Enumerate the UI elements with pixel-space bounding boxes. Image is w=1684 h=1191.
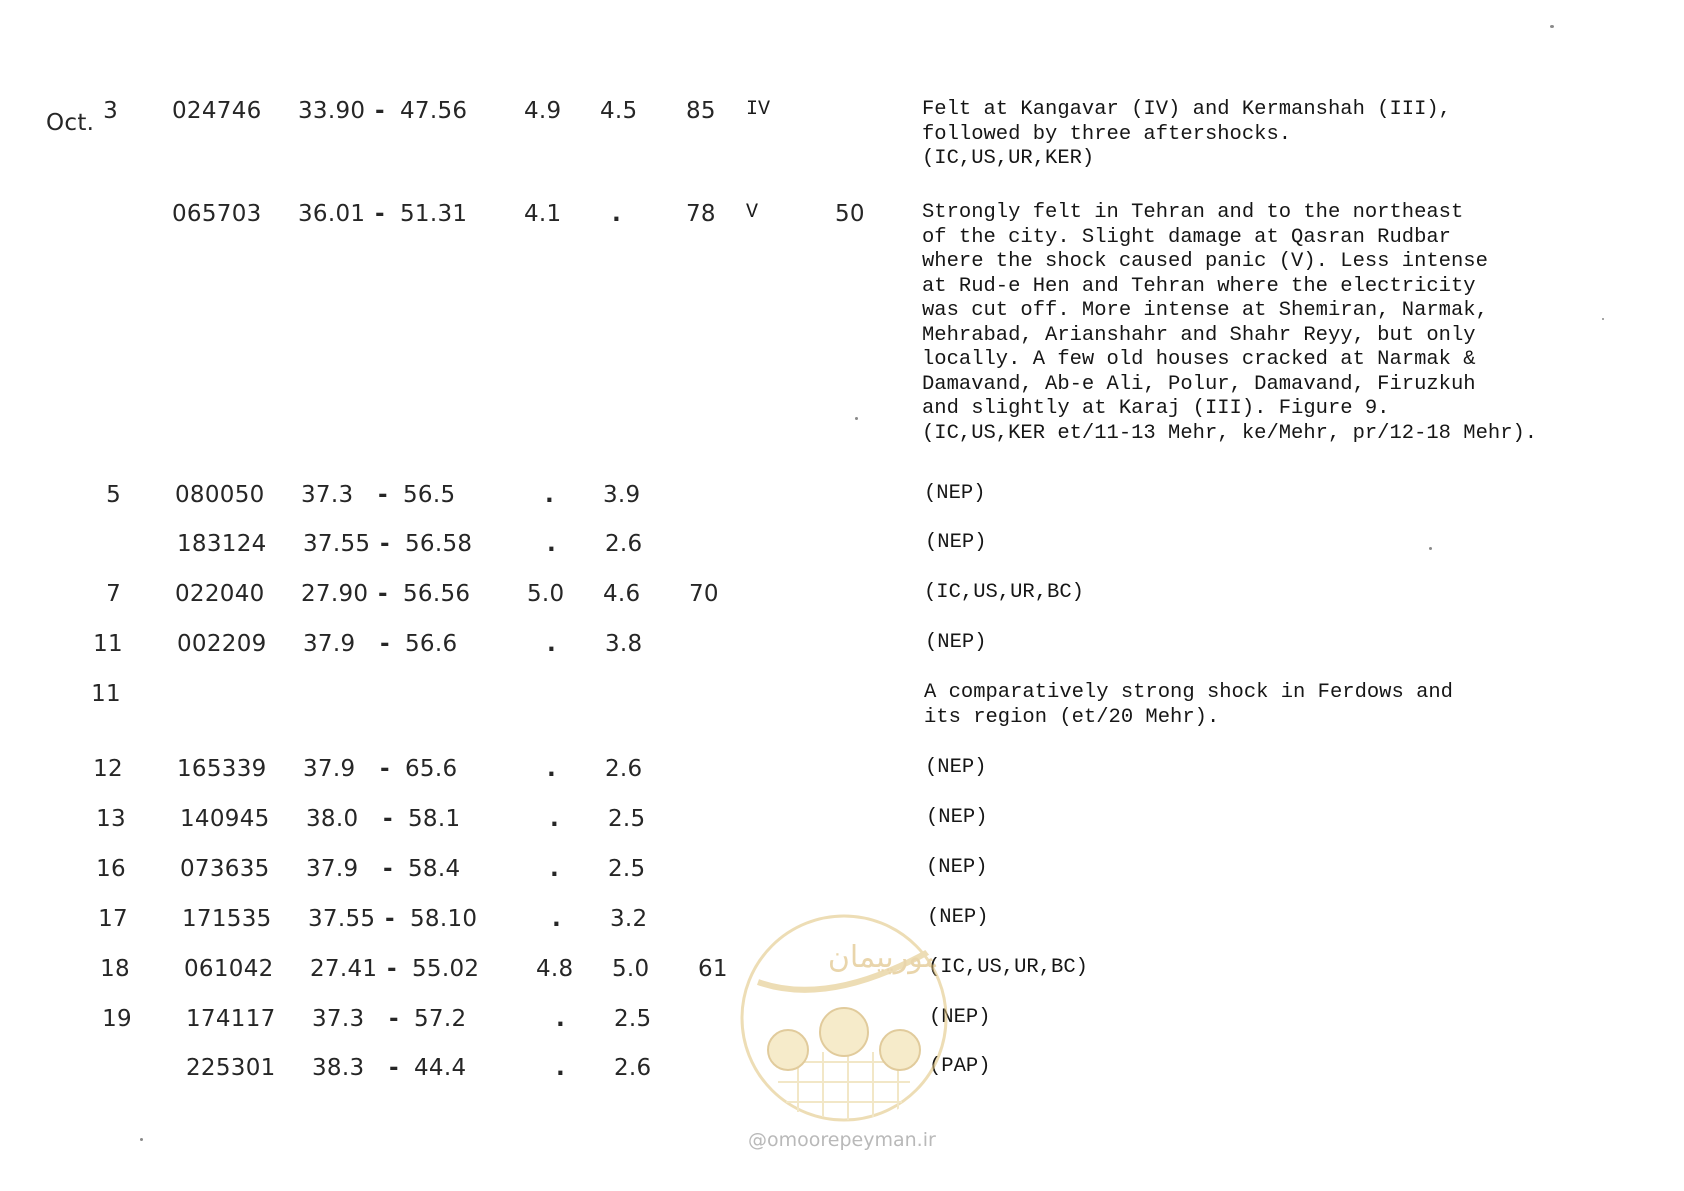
origin-time-cell: 225301 <box>186 1055 276 1081</box>
longitude-cell: 56.6 <box>405 631 458 657</box>
mb-magnitude-cell: 4.8 <box>536 956 574 982</box>
longitude-cell: 58.4 <box>408 856 461 882</box>
origin-time-cell: 024746 <box>172 98 262 124</box>
scan-speck <box>855 417 858 420</box>
remarks-line: (IC,US,UR,BC) <box>928 956 1088 979</box>
mb-magnitude-cell: . <box>545 482 555 508</box>
coordinate-separator: - <box>378 581 388 607</box>
coordinate-separator: - <box>380 756 390 782</box>
mb-magnitude-cell: . <box>550 856 560 882</box>
day-cell: 5 <box>106 482 121 508</box>
remarks-cell <box>924 482 986 507</box>
remarks-line: and slightly at Karaj (III). Figure 9. <box>922 397 1390 420</box>
remarks-cell <box>925 631 987 656</box>
ms-magnitude-cell: 5.0 <box>612 956 650 982</box>
longitude-cell: 58.1 <box>408 806 461 832</box>
ms-magnitude-cell: 2.6 <box>614 1055 652 1081</box>
mb-magnitude-cell: . <box>547 631 557 657</box>
origin-time-cell: 140945 <box>180 806 270 832</box>
depth-cell: 61 <box>698 956 728 982</box>
scan-speck <box>140 1138 143 1141</box>
latitude-cell: 37.9 <box>303 756 356 782</box>
longitude-cell: 44.4 <box>414 1055 467 1081</box>
origin-time-cell: 061042 <box>184 956 274 982</box>
scan-speck <box>1602 318 1604 320</box>
remarks-line: (IC,US,UR,BC) <box>924 581 1084 604</box>
remarks-line: (NEP) <box>924 482 986 505</box>
coordinate-separator: - <box>387 956 397 982</box>
longitude-cell: 56.58 <box>405 531 473 557</box>
mb-magnitude-cell: 4.9 <box>524 98 562 124</box>
ms-magnitude-cell: . <box>612 201 622 227</box>
ms-magnitude-cell: 2.5 <box>608 806 646 832</box>
coordinate-separator: - <box>389 1006 399 1032</box>
latitude-cell: 37.3 <box>301 482 354 508</box>
remarks-line: (NEP) <box>926 806 988 829</box>
ms-magnitude-cell: 3.8 <box>605 631 643 657</box>
ms-magnitude-cell: 4.6 <box>603 581 641 607</box>
origin-time-cell: 022040 <box>175 581 265 607</box>
remarks-line: at Rud-e Hen and Tehran where the electricity <box>922 274 1476 298</box>
month-label: Oct. <box>46 110 95 136</box>
watermark-site-text: @omoorepeyman.ir <box>748 1129 936 1151</box>
ms-magnitude-cell: 2.5 <box>614 1006 652 1032</box>
coordinate-separator: - <box>383 806 393 832</box>
remarks-line: Damavand, Ab-e Ali, Polur, Damavand, Firuzkuh <box>922 372 1476 396</box>
remarks-line: (NEP) <box>925 756 987 779</box>
coordinate-separator: - <box>375 98 385 124</box>
latitude-cell: 37.9 <box>303 631 356 657</box>
remarks-line: Strongly felt in Tehran and to the northeast <box>922 201 1464 224</box>
coordinate-separator: - <box>380 531 390 557</box>
origin-time-cell: 065703 <box>172 201 262 227</box>
ms-magnitude-cell: 4.5 <box>600 98 638 124</box>
remarks-line: where the shock caused panic (V). Less intense <box>922 250 1488 273</box>
mb-magnitude-cell: . <box>552 906 562 932</box>
remarks-line: (IC,US,KER et/11-13 Mehr, ke/Mehr, pr/12-18 Mehr). <box>922 421 1538 445</box>
ms-magnitude-cell: 3.2 <box>610 906 648 932</box>
longitude-cell: 47.56 <box>400 98 468 124</box>
origin-time-cell: 165339 <box>177 756 267 782</box>
coordinate-separator: - <box>385 906 395 932</box>
mb-magnitude-cell: . <box>556 1055 566 1081</box>
ms-magnitude-cell: 2.5 <box>608 856 646 882</box>
scan-speck <box>1550 25 1554 28</box>
remarks-cell <box>922 98 1451 172</box>
intensity-cell: IV <box>746 98 771 121</box>
remarks-line: (NEP) <box>926 856 988 879</box>
remarks-cell <box>928 956 1088 981</box>
remarks-cell <box>925 756 987 781</box>
day-cell: 11 <box>91 681 121 707</box>
origin-time-cell: 183124 <box>177 531 267 557</box>
depth-cell: 70 <box>689 581 719 607</box>
origin-time-cell: 073635 <box>180 856 270 882</box>
origin-time-cell: 174117 <box>186 1006 276 1032</box>
remarks-line: (PAP) <box>929 1055 991 1078</box>
remarks-line: locally. A few old houses cracked at Narmak & <box>922 348 1476 371</box>
intensity-cell: V <box>746 201 759 224</box>
origin-time-cell: 080050 <box>175 482 265 508</box>
coordinate-separator: - <box>380 631 390 657</box>
depth-cell: 85 <box>686 98 716 124</box>
coordinate-separator: - <box>375 201 385 227</box>
remarks-cell <box>927 906 989 931</box>
ms-magnitude-cell: 2.6 <box>605 756 643 782</box>
latitude-cell: 36.01 <box>298 201 366 227</box>
latitude-cell: 37.55 <box>308 906 376 932</box>
latitude-cell: 37.9 <box>306 856 359 882</box>
coordinate-separator: - <box>389 1055 399 1081</box>
longitude-cell: 56.5 <box>403 482 456 508</box>
mb-magnitude-cell: . <box>547 756 557 782</box>
mb-magnitude-cell: 4.1 <box>524 201 562 227</box>
depth-cell: 78 <box>686 201 716 227</box>
remarks-cell <box>926 856 988 881</box>
coordinate-separator: - <box>378 482 388 508</box>
remarks-line: (NEP) <box>927 906 989 929</box>
longitude-cell: 55.02 <box>412 956 480 982</box>
remarks-line: (NEP) <box>929 1006 991 1029</box>
day-cell: 18 <box>100 956 130 982</box>
remarks-cell <box>924 681 1453 730</box>
longitude-cell: 51.31 <box>400 201 468 227</box>
day-cell: 13 <box>96 806 126 832</box>
latitude-cell: 27.41 <box>310 956 378 982</box>
mb-magnitude-cell: . <box>556 1006 566 1032</box>
remarks-line: A comparatively strong shock in Ferdows and <box>924 681 1453 704</box>
day-cell: 11 <box>93 631 123 657</box>
remarks-line: (NEP) <box>925 531 987 554</box>
day-cell: 17 <box>98 906 128 932</box>
mb-magnitude-cell: . <box>547 531 557 557</box>
remarks-cell <box>925 531 987 556</box>
latitude-cell: 37.3 <box>312 1006 365 1032</box>
day-cell: 12 <box>93 756 123 782</box>
day-cell: 3 <box>103 98 118 124</box>
watermark-logo <box>738 912 950 1124</box>
remarks-cell <box>922 201 1537 446</box>
remarks-line: Mehrabad, Arianshahr and Shahr Reyy, but only <box>922 323 1476 347</box>
latitude-cell: 33.90 <box>298 98 366 124</box>
longitude-cell: 58.10 <box>410 906 478 932</box>
latitude-cell: 27.90 <box>301 581 369 607</box>
ms-magnitude-cell: 3.9 <box>603 482 641 508</box>
ms-magnitude-cell: 2.6 <box>605 531 643 557</box>
scan-speck <box>1429 547 1432 550</box>
remarks-line: its region (et/20 Mehr). <box>924 705 1220 729</box>
latitude-cell: 38.3 <box>312 1055 365 1081</box>
remarks-line: Felt at Kangavar (IV) and Kermanshah (III), <box>922 98 1451 121</box>
latitude-cell: 38.0 <box>306 806 359 832</box>
mb-magnitude-cell: 5.0 <box>527 581 565 607</box>
remarks-cell <box>926 806 988 831</box>
origin-time-cell: 171535 <box>182 906 272 932</box>
longitude-cell: 56.56 <box>403 581 471 607</box>
coordinate-separator: - <box>383 856 393 882</box>
day-cell: 19 <box>102 1006 132 1032</box>
remarks-line: was cut off. More intense at Shemiran, Narmak, <box>922 299 1488 322</box>
longitude-cell: 65.6 <box>405 756 458 782</box>
latitude-cell: 37.55 <box>303 531 371 557</box>
remarks-line: (IC,US,UR,KER) <box>922 147 1095 170</box>
watermark-logo-text: امورپیمان <box>827 940 949 975</box>
remarks-line: of the city. Slight damage at Qasran Rudbar <box>922 225 1451 249</box>
origin-time-cell: 002209 <box>177 631 267 657</box>
remarks-cell <box>924 581 1084 606</box>
remarks-line: (NEP) <box>925 631 987 654</box>
extra-value-cell: 50 <box>835 201 865 227</box>
mb-magnitude-cell: . <box>550 806 560 832</box>
longitude-cell: 57.2 <box>414 1006 467 1032</box>
remarks-line: followed by three aftershocks. <box>922 122 1292 146</box>
day-cell: 16 <box>96 856 126 882</box>
day-cell: 7 <box>106 581 121 607</box>
